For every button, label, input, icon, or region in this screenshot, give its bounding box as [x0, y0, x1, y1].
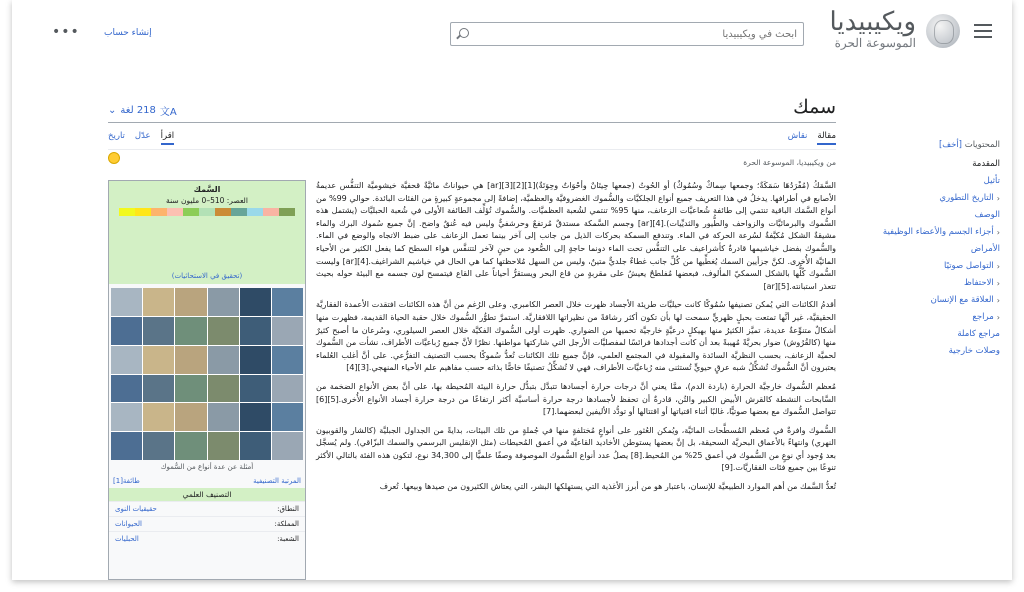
collage-tile [272, 288, 303, 316]
infobox-row [109, 501, 305, 516]
collage-tile [272, 403, 303, 431]
collage-tile [111, 403, 142, 431]
collage-tile [240, 403, 271, 431]
chevron-expand-icon[interactable]: ‹ [996, 262, 1000, 271]
rank-label[interactable]: المرتبة التصنيفية [253, 477, 301, 485]
timeline-period [119, 208, 135, 216]
infobox-era: العصر: 510–0 مليون سنة [166, 196, 248, 205]
collage-tile [208, 403, 239, 431]
infobox-caption: أمثلة عن عدة أنواع من السُّموك [160, 463, 254, 471]
collage-tile [111, 375, 142, 403]
article-paragraph: السَّمَكُ (مُفْرَدُهَا سَمَكَةٌ؛ وجمعها سِماكٌ وسُمُوكٌ) أو الحُوتُ (جمعها حِيتَانٌ وأحْوَاتٌ وحِوَتَةٌ)[1][2][3][ar] هي حيواناتٌ مائيَّةٌ قحفيَّة خيشوميَّة التنفُّس عديمةُ الأصابع في أطرافها. يدخلُ في هذا التعريف جميع أنواع الجلكيَّات والسُّموك الغضروفيَّة والعظميَّة، إضافةً إلى مجموعةٍ كبيرةٍ من الفئات البائدة. حوالي 99% من أنواع السَّمَك الباقية تنتمي إلى طائفة شُعاعيَّات الزعانف، منها 95% تنتمي لشُعبة العظميَّات. والسُّموك تُؤلِّف الطائفة الأولى في شُعبة الحبليَّات (يشتمل هذه السُّموك والبرمائيَّات والزواحف والطُّيور والثديِّيات).[4][ar] وجسم السَّمكة مستدقٌ مُرتفعٌ وحرشفيٌّ وليس فيه عُنقٌ واضح. إنَّ جميع سُموك البرك والماء مشيقةٌ الشكل مُكيَّفةٌ لسُرعة الحركة في الماء. وتندفع السمكة بحركات الذيل من جانب إلى آخر بينما تعمل الزعانف على ضبط الاتجاه والوضع في الماء. والسُّموك بفضل خياشيمها قادرةٌ كأشراعيف على التنفُّس تحت الماء دونما حاجةٍ إلى الصُّعود من حينٍ لآخر لتتنفَّس هواء السطح كما يفعل الكثير من الأحياء المائيَّة الأُخرى. لكنَّ جزأيين السمك يُغطِّيها من كُلِّ جانب غطاءٌ جلديٌّ متينٌ، وليس من السهل مُلاحظتها كما هي الحال في خياشيم الشراغيف.[4][ar] وليست السُّموك كُلُّها بالشكل السمكيّ المألوف، فبعضها مُفلطحٌ يعيشُ على مقربةٍ من قاع البحر ويستقرُّ أحياناً على القاع فيتمسح لون جسمه مع البيئة حوله بحيث تتعذر استبانته.[5][ar] [316, 181, 837, 291]
toc-title [870, 140, 1000, 151]
article-content [108, 180, 836, 580]
collage-tile [175, 317, 206, 345]
title-row [108, 96, 836, 123]
toc-item-label: التواصل صوتيًا [944, 261, 994, 271]
toc-item-label: مراجع [972, 312, 994, 322]
collage-tile [143, 288, 174, 316]
toc-item[interactable] [870, 295, 1000, 306]
chevron-expand-icon[interactable]: ‹ [996, 279, 1000, 288]
more-options-icon[interactable]: ••• [52, 24, 80, 40]
collage-tile [272, 317, 303, 345]
toc-item[interactable] [870, 244, 1000, 255]
language-button[interactable] [108, 103, 177, 118]
main-menu-icon[interactable] [974, 24, 992, 38]
toc-item[interactable] [870, 176, 1000, 187]
toc-item-label: المقدمة [972, 159, 1000, 169]
search-input[interactable] [471, 29, 797, 40]
view-tabs [108, 131, 174, 145]
geologic-timeline [119, 208, 295, 216]
article-body [316, 180, 836, 580]
rank-value[interactable]: طائفة[1] [113, 477, 140, 485]
toc-item[interactable] [870, 278, 1000, 289]
wikipedia-globe-logo[interactable] [926, 14, 960, 48]
infobox-row-key: المملكة: [274, 520, 299, 528]
search-icon[interactable] [457, 27, 471, 41]
collage-tile [175, 432, 206, 460]
toc-heading: المحتويات [964, 140, 1000, 150]
collage-tile [240, 346, 271, 374]
collage-tile [240, 432, 271, 460]
table-of-contents [870, 140, 1000, 363]
timeline-period [215, 208, 231, 216]
infobox-classification-heading: التصنيف العلمي [109, 488, 305, 501]
collage-tile [208, 317, 239, 345]
infobox-row-key: الشعبة: [277, 535, 299, 543]
collage-tile [208, 346, 239, 374]
collage-tile [111, 288, 142, 316]
toc-item[interactable] [870, 329, 1000, 340]
toc-item[interactable] [870, 312, 1000, 323]
toc-item-label: وصلات خارجية [948, 346, 1000, 356]
infobox-rank-row [109, 474, 305, 488]
wikipedia-wordmark[interactable] [830, 8, 917, 50]
infobox [108, 180, 306, 580]
toc-item[interactable] [870, 261, 1000, 272]
chevron-expand-icon[interactable]: ‹ [996, 194, 1000, 203]
infobox-row-value[interactable]: حقيقيات النوى [115, 505, 157, 513]
fish-image-collage[interactable] [111, 288, 303, 460]
article-paragraph: أقدمُ الكائنات التي يُمكن تصنيفها سُمُوكًا كانت حيليَّات طريئة الأجساد ظهرت خلال العصر الكامبري. وعلى الرُغم من أنَّ هذه الكائنات افتقدت الأعمدة الفقاريَّة الحقيقيَّة، غير أنَّها تمتعت بحبلٍ ظهريٍّ سمحت لها بأن تكون أكثر رشاقةً من نظيراتها اللافقاريَّة. استمرَّ تطوُّر السُّموك خلال حقبة الحياة القديمة، فظهرت منها أشكالٌ متنوِّعةٌ عديدة، تميَّز الكثيرُ منها بهيكلٍ درعيَّةٍ خارجيَّة تحميها من الضواري. ظهرت أولى السُّموك الفكيَّة خلال العصر السيلوري، وسُرعان ما أصبح كثيرٌ منها (كالقُرُوش) ضوار بحريَّةً مُهيبةً بعد أن كانت أجدادها فرائسًا لمفصليَّات الأرجل التي شاركتها مواطنها. نظرًا لأنَّ جميع رُباعيَّات الأطراف، نشأت من السُّموك لحميَّة الزعانف، بحسب النظريَّة السائدة والمقبولة في المجتمع العلمي، فإنَّ جميع تلك الكائنات تُعدُّ سُموكًا بحسب التصنيف التفرُّعي. على أنَّ أغلب العُلماء يعتبرون أنَّ السُّموك تُشكِّلُ شبه عرقٍ حيويٍّ تُستثنى منه رُباعيَّات الأطراف، فهي لا تُشكِّلُ تصنيفًا خاصًّا بذاته حسب مفاهيم علم الأحياء المنهجي.[3][4] [316, 300, 836, 373]
timeline-period [167, 208, 183, 216]
infobox-row-value[interactable]: الحيوانات [115, 520, 142, 528]
chevron-expand-icon[interactable]: ‹ [996, 228, 1000, 237]
collage-tile [272, 346, 303, 374]
collage-tile [175, 403, 206, 431]
page-title: سمك [793, 96, 836, 118]
timeline-period [263, 208, 279, 216]
namespace-tabs [788, 131, 836, 145]
toc-item[interactable] [870, 346, 1000, 357]
toc-item-label: أجزاء الجسم والأعضاء الوظيفية [882, 227, 994, 237]
chevron-expand-icon[interactable]: ‹ [996, 296, 1000, 305]
browser-viewport [12, 0, 1012, 580]
tab[interactable]: نقاش [787, 131, 808, 141]
collage-tile [143, 346, 174, 374]
collage-tile [208, 288, 239, 316]
infobox-row-key: النطاق: [277, 505, 299, 513]
toc-item[interactable] [870, 193, 1000, 204]
collage-tile [111, 346, 142, 374]
translate-icon: 文A [159, 107, 177, 118]
from-wikipedia: من ويكيبيديا، الموسوعة الحرة [743, 158, 836, 167]
tab[interactable]: تاريخ [108, 131, 125, 141]
timeline-period [247, 208, 263, 216]
toc-item-label: مراجع كاملة [957, 329, 1000, 339]
collage-tile [208, 375, 239, 403]
tab[interactable]: مقالة [817, 131, 836, 145]
featured-article-badge-icon[interactable] [108, 152, 120, 164]
collage-tile [143, 432, 174, 460]
toc-hide-link[interactable]: [أخف] [938, 140, 963, 150]
collage-tile [111, 432, 142, 460]
toc-item-label: الاحتفاظ [964, 278, 994, 288]
site-header [12, 0, 1012, 64]
collage-tile [240, 375, 271, 403]
toc-item-label: الوصف [974, 210, 1000, 220]
wordmark-title: ويكيبيديا [829, 7, 916, 37]
article-paragraph: تُعدُّ السَّمك من أهم الموارد الطبيعيَّة للإنسان، باعتبار هو من أبرز الأغذية التي يستهلكها البشر، التي يعتاش الكثيرون من صيدها وبيعها. تُعرف [379, 482, 836, 492]
collage-tile [272, 432, 303, 460]
wordmark-tagline: الموسوعة الحرة [834, 36, 916, 50]
collage-tile [143, 317, 174, 345]
toc-item-label: تأثيل [983, 176, 1000, 186]
collage-tile [111, 317, 142, 345]
chevron-down-icon: ⌄ [108, 105, 117, 116]
collage-tile [175, 375, 206, 403]
language-count: 218 لغة [120, 105, 156, 116]
timeline-period [231, 208, 247, 216]
timeline-link[interactable]: (تحقيق في الاستحاثيات) [171, 272, 243, 280]
infobox-rows [109, 501, 305, 546]
infobox-row [109, 531, 305, 546]
collage-tile [175, 346, 206, 374]
collage-tile [240, 317, 271, 345]
timeline-period [151, 208, 167, 216]
toc-item[interactable] [870, 159, 1000, 170]
infobox-name: السَّمك [193, 185, 221, 194]
collage-tile [240, 288, 271, 316]
toc-items [870, 159, 1000, 357]
search-box[interactable] [450, 22, 804, 46]
tab[interactable]: عدّل [134, 131, 151, 141]
collage-tile [143, 403, 174, 431]
page-tabs [108, 131, 836, 150]
chevron-expand-icon[interactable]: ‹ [996, 313, 1000, 322]
timeline-period [199, 208, 215, 216]
infobox-row-value[interactable]: الحبليات [115, 535, 139, 543]
infobox-header [109, 181, 305, 284]
infobox-row [109, 516, 305, 531]
article-main [108, 96, 836, 580]
article-paragraph: السُّموك وافرةٌ في مُعظم المُسطَّحات المائيَّة، ويُمكن العُثور على أنواعٍ مُختلفةٍ منها في جُملةٍ من تلك البيئات، بدايةً من الجداول الجبليَّة (كالشار والقوبيون النهري) وانتهاءً بالأعماق البحريَّة السحيقة، بل إنَّ بعضها يستوطن الأخاديد القاعيَّة في أعمق المُحيطات (مثل الإنقليس البرسمي والسمك البزّاقي). ولم يُسجَّل بعد وُجود أي نوعٍ من السُّموك في أعمق 25% من المُحيط.[8] يصلُ عدد أنواع السُّموك الموصوفة وصفًا علميًّا إلى 34,300 نوع، لتكون هذه الفئة بالتالي الأكثر تنوعًا بين جميع فئات الفقاريَّات.[9] [316, 425, 837, 473]
collage-tile [143, 375, 174, 403]
toc-item-label: التاريخ التطوري [939, 193, 994, 203]
timeline-period [135, 208, 151, 216]
toc-item[interactable] [870, 227, 1000, 238]
collage-tile [272, 375, 303, 403]
timeline-period [279, 208, 295, 216]
create-account-link[interactable]: إنشاء حساب [104, 28, 152, 38]
tab[interactable]: اقرأ [161, 131, 174, 145]
toc-item-label: الأمراض [970, 244, 1000, 254]
collage-tile [175, 288, 206, 316]
toc-item-label: العلاقة مع الإنسان [930, 295, 994, 305]
timeline-period [183, 208, 199, 216]
article-paragraph: مُعظم السُّموك خارجيَّة الحرارة (باردة الدم)، ممَّا يعني أنَّ درجات حرارة أجسادها تتبدَّل بتبدُّل حرارة البيئة المُحيطة بها، على أنَّ بعض الأنواع الضخمة من السَّابحات النشطة كالقرش الأبيض الكبير والتُن، قادرةٌ أن تحفظ لأجسادها درجة حرارة أساسيَّة أكثر ارتفاعًا من درجة حرارة أجساد الأنواع الأُخرى.[5][6] تتواصل السُّموك مع بعضها صوتيًّا، غالبًا أثناء اقتياتها أو اقتتالها أو تودُّد الأليفين لبعضهما.[7] [316, 381, 836, 417]
toc-item[interactable] [870, 210, 1000, 221]
collage-tile [208, 432, 239, 460]
